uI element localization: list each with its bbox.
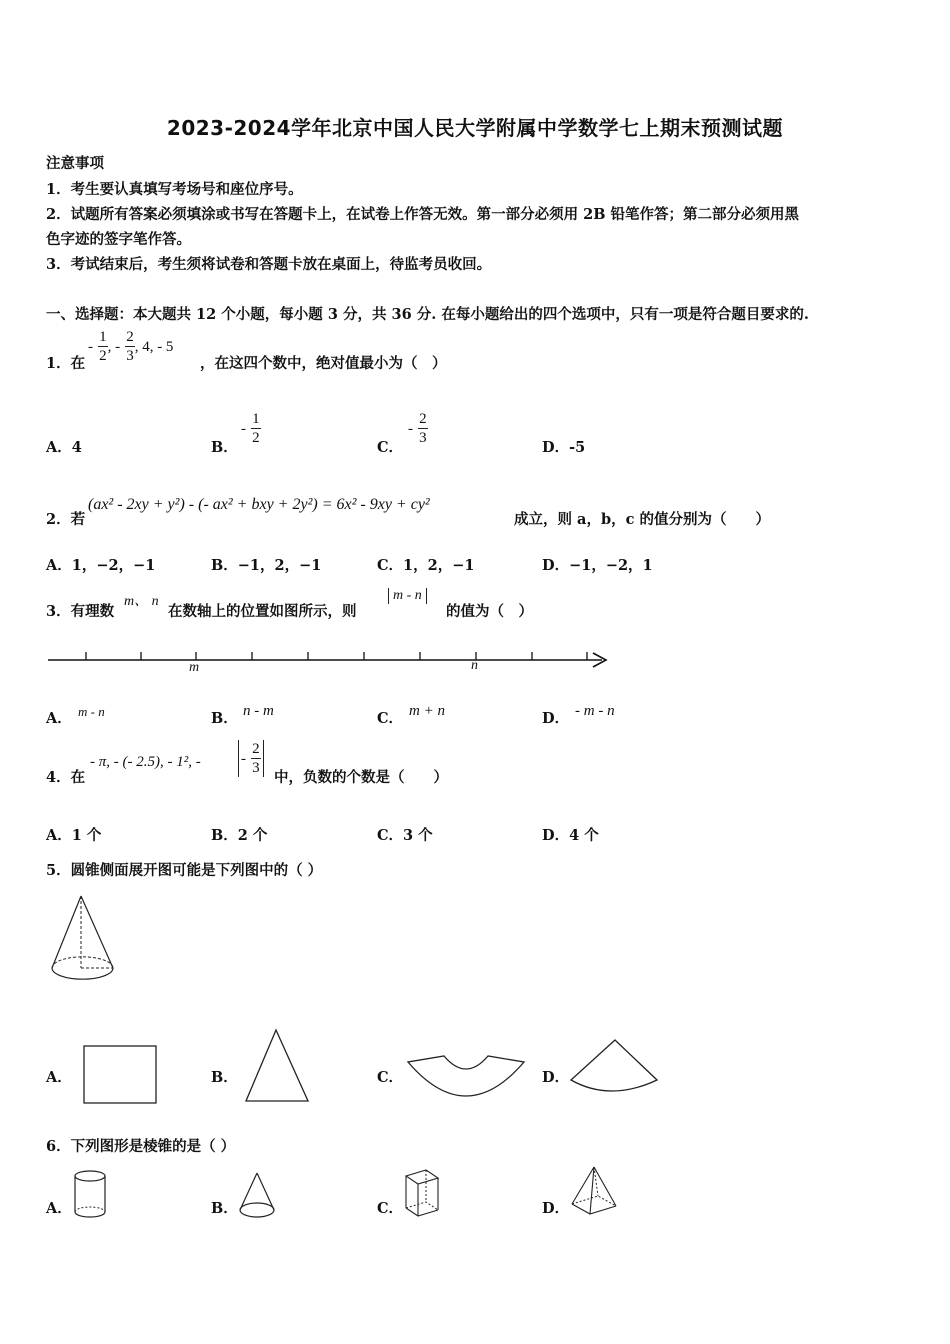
q1-sep: , - bbox=[107, 339, 121, 355]
q1-option-b-label[interactable]: B． bbox=[211, 439, 238, 456]
q1-b-sign: - bbox=[241, 421, 246, 437]
q3-vars: m、 n bbox=[124, 594, 159, 609]
q4-abs-num: 2 bbox=[252, 741, 260, 757]
q3-number: 3．有理数 bbox=[46, 603, 115, 620]
q5-option-d-label[interactable]: D． bbox=[542, 1069, 570, 1086]
q5-option-d-sector[interactable] bbox=[568, 1036, 662, 1096]
number-line-label-m: m bbox=[189, 660, 200, 675]
q6-option-b-label[interactable]: B． bbox=[211, 1200, 238, 1217]
q1-option-c-label[interactable]: C． bbox=[377, 439, 404, 456]
q3-option-b-label[interactable]: B． bbox=[211, 710, 238, 727]
q1-c-num: 2 bbox=[419, 411, 427, 427]
q3-option-c-label[interactable]: C． bbox=[377, 710, 404, 727]
q2-stem: 成立，则 a，b，c 的值分别为（ ） bbox=[514, 511, 770, 528]
q4-abs-sign: - bbox=[241, 751, 246, 767]
q3-option-a-label[interactable]: A． bbox=[46, 710, 72, 727]
q3-option-d[interactable]: - m - n bbox=[575, 703, 615, 719]
q2-equation: (ax² - 2xy + y²) - (- ax² + bxy + 2y²) = 6x² - 9xy + cy² bbox=[88, 496, 430, 513]
page-title: 2023-2024学年北京中国人民大学附属中学数学七上期末预测试题 bbox=[166, 116, 784, 140]
q4-option-b[interactable]: B．2 个 bbox=[211, 827, 268, 844]
q6-option-b-cone[interactable] bbox=[236, 1170, 278, 1222]
q1-option-c[interactable] bbox=[408, 410, 428, 447]
q1-frac-1-den: 2 bbox=[99, 348, 107, 364]
q2-option-d[interactable]: D．−1，−2，1 bbox=[542, 557, 653, 574]
q3-number-line bbox=[46, 648, 616, 684]
q5-option-c-label[interactable]: C． bbox=[377, 1069, 404, 1086]
number-line-label-n: n bbox=[471, 658, 478, 673]
q4-abs-den: 3 bbox=[252, 760, 260, 776]
q5-option-a-label[interactable]: A． bbox=[46, 1069, 72, 1086]
notice-item-2-line1: 2．试题所有答案必须填涂或书写在答题卡上，在试卷上作答无效。第一部分必须用 2B 铅笔作答；第二部分必须用黑 bbox=[46, 206, 800, 223]
q1-number-list bbox=[88, 328, 173, 365]
q3-option-b[interactable]: n - m bbox=[243, 703, 274, 719]
notice-heading: 注意事项 bbox=[46, 155, 104, 172]
q1-c-frac bbox=[418, 410, 428, 447]
q1-frac-2 bbox=[125, 328, 135, 365]
q1-number: 1．在 bbox=[46, 355, 86, 372]
q4-stem: 中，负数的个数是（ ） bbox=[274, 769, 448, 786]
q1-stem: ，在这四个数中，绝对值最小为（ ） bbox=[200, 355, 447, 372]
q3-option-c[interactable]: m + n bbox=[409, 703, 445, 719]
q4-option-a[interactable]: A．1 个 bbox=[46, 827, 102, 844]
q1-b-frac bbox=[251, 410, 261, 447]
q1-option-b[interactable] bbox=[241, 410, 261, 447]
q2-option-c[interactable]: C．1，2，−1 bbox=[377, 557, 475, 574]
q2-option-a[interactable]: A．1，−2，−1 bbox=[46, 557, 156, 574]
q5-option-b-triangle[interactable] bbox=[242, 1027, 312, 1105]
section-heading: 一、选择题：本大题共 12 个小题，每小题 3 分，共 36 分. 在每小题给出的四个选项中，只有一项是符合题目要求的. bbox=[46, 306, 809, 323]
q3-option-d-label[interactable]: D． bbox=[542, 710, 570, 727]
q3-option-a[interactable]: m - n bbox=[78, 704, 105, 719]
q6-option-d-label[interactable]: D． bbox=[542, 1200, 570, 1217]
q5-option-a-rectangle[interactable] bbox=[82, 1044, 160, 1106]
q4-list: - π, - (- 2.5), - 1², - bbox=[90, 754, 201, 770]
q1-tail: , 4, - 5 bbox=[134, 339, 174, 355]
q4-option-d[interactable]: D．4 个 bbox=[542, 827, 599, 844]
cone-figure bbox=[46, 892, 120, 988]
q5-stem: 5．圆锥侧面展开图可能是下列图中的（ ） bbox=[46, 862, 323, 879]
q6-option-c-label[interactable]: C． bbox=[377, 1200, 404, 1217]
q1-frac-1 bbox=[98, 328, 108, 365]
q5-option-c-annular-sector[interactable] bbox=[404, 1052, 528, 1104]
q3-stem: 的值为（ ） bbox=[446, 603, 533, 620]
q4-number: 4．在 bbox=[46, 769, 86, 786]
q6-option-c-prism[interactable] bbox=[402, 1168, 442, 1222]
q1-sign: - bbox=[88, 339, 93, 355]
q3-abs-expr: m - n bbox=[388, 588, 427, 604]
q1-b-den: 2 bbox=[252, 430, 260, 446]
q6-stem: 6．下列图形是棱锥的是（ ） bbox=[46, 1138, 236, 1155]
q1-c-sign: - bbox=[408, 421, 413, 437]
q1-frac-2-den: 3 bbox=[126, 348, 134, 364]
notice-item-2-line2: 色字迹的签字笔作答。 bbox=[46, 231, 191, 248]
q4-abs bbox=[238, 740, 264, 777]
q1-option-d[interactable]: D．-5 bbox=[542, 439, 586, 456]
q6-option-d-pyramid[interactable] bbox=[568, 1164, 622, 1222]
q1-frac-1-num: 1 bbox=[99, 329, 107, 345]
notice-item-3: 3．考试结束后，考生须将试卷和答题卡放在桌面上，待监考员收回。 bbox=[46, 256, 492, 273]
q2-number: 2．若 bbox=[46, 511, 86, 528]
q1-frac-2-num: 2 bbox=[126, 329, 134, 345]
q6-option-a-cylinder[interactable] bbox=[72, 1168, 110, 1222]
q3-mid: 在数轴上的位置如图所示，则 bbox=[168, 603, 357, 620]
q4-abs-frac bbox=[251, 740, 261, 777]
q6-option-a-label[interactable]: A． bbox=[46, 1200, 72, 1217]
q5-option-b-label[interactable]: B． bbox=[211, 1069, 238, 1086]
notice-item-1: 1．考生要认真填写考场号和座位序号。 bbox=[46, 181, 303, 198]
q4-option-c[interactable]: C．3 个 bbox=[377, 827, 433, 844]
number-line-ticks bbox=[86, 652, 587, 660]
q1-c-den: 3 bbox=[419, 430, 427, 446]
q1-option-a[interactable]: A．4 bbox=[46, 439, 82, 456]
q2-option-b[interactable]: B．−1，2，−1 bbox=[211, 557, 322, 574]
q1-b-num: 1 bbox=[252, 411, 260, 427]
